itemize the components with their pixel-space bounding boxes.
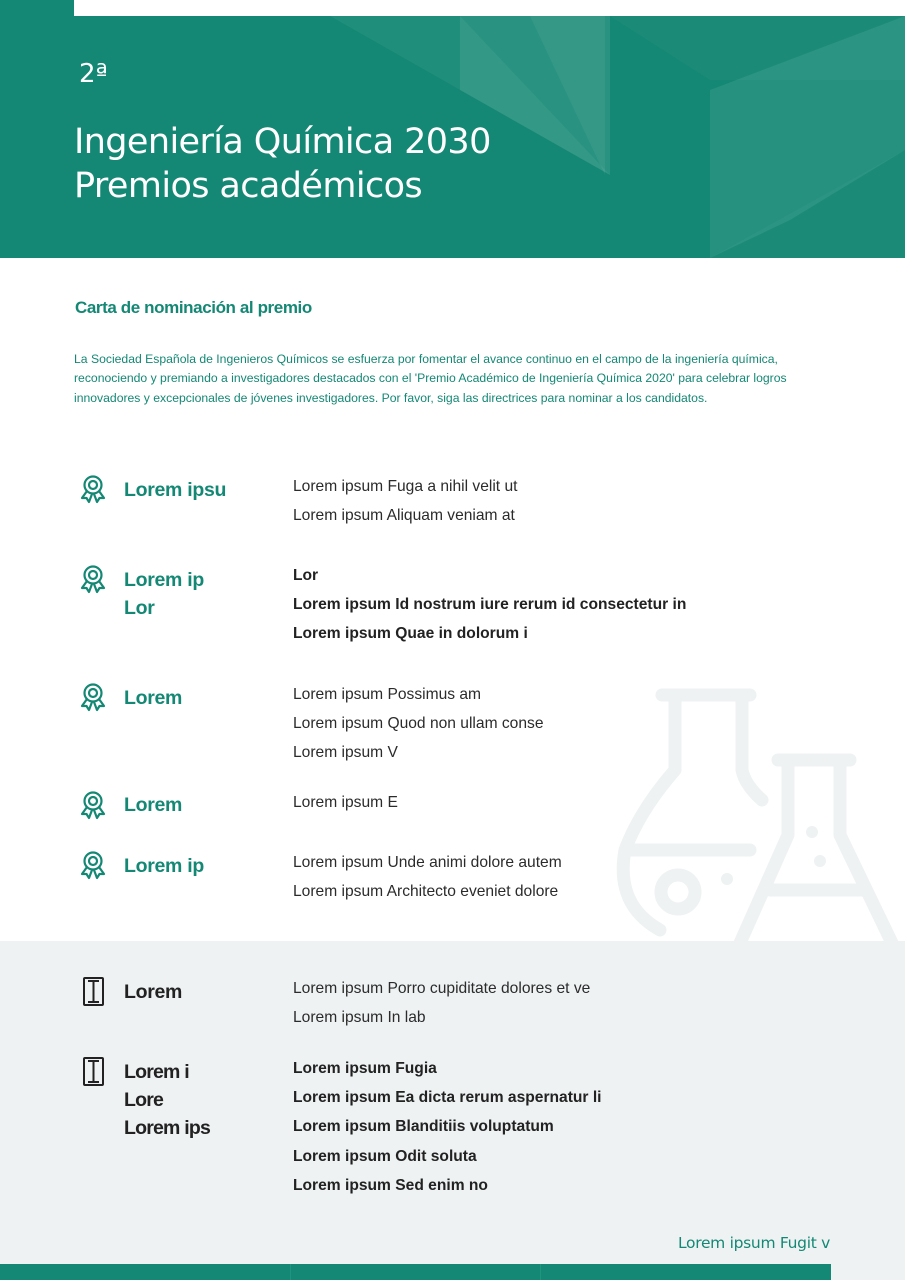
info-row-lines: Lorem ipsum Porro cupiditate dolores et ve Lorem ipsum In lab <box>293 980 591 1027</box>
award-ribbon-icon <box>78 564 108 594</box>
intro-paragraph: La Sociedad Española de Ingenieros Químicos se esfuerza por fomentar el avance continuo en el campo de la ingeniería química, reconociendo y premiando a investigadores destacados con el 'Premio Académico de Ingeniería Química 2020' para celebrar logros innovadores y excepcionales de jóvenes investigadores. Por favor, siga las directrices para nominar a los candidatos. <box>74 352 787 405</box>
header-top-strip <box>74 0 905 16</box>
footer-divider <box>540 1264 541 1280</box>
award-ribbon-icon <box>78 682 108 712</box>
award-row-lines: Lorem ipsum Unde animi dolore autem Lorem ipsum Architecto eveniet dolore <box>293 854 562 901</box>
award-row-lines: Lorem ipsum Possimus am Lorem ipsum Quod non ullam conse Lorem ipsum V <box>293 686 544 762</box>
award-row-label: Lorem <box>124 687 183 709</box>
award-ribbon-icon <box>78 790 108 820</box>
section-heading: Carta de nominación al premio <box>75 298 312 317</box>
footer-bar <box>0 1264 831 1280</box>
award-row-lines: Lor Lorem ipsum Id nostrum iure rerum id consectetur in Lorem ipsum Quae in dolorum i <box>293 567 687 643</box>
award-row-label: Lorem ip <box>124 855 204 877</box>
header-banner <box>0 0 905 258</box>
award-row-lines: Lorem ipsum Fuga a nihil velit ut Lorem ipsum Aliquam veniam at <box>293 478 518 525</box>
footer-divider <box>290 1264 291 1280</box>
document-frame-icon <box>80 1056 110 1086</box>
title-line-2: Premios académicos <box>74 166 423 206</box>
info-row-label: Lorem i Lore Lorem ips <box>124 1061 210 1139</box>
award-ribbon-icon <box>78 850 108 880</box>
info-row-lines: Lorem ipsum Fugia Lorem ipsum Ea dicta rerum aspernatur li Lorem ipsum Blanditiis voluptatum Lorem ipsum Odit soluta Lorem ipsum Sed enim no <box>293 1060 602 1194</box>
info-row-label: Lorem <box>124 981 183 1003</box>
title-line-1: Ingeniería Química 2030 <box>74 122 491 162</box>
edition-number: 2ª <box>79 59 108 89</box>
page-title <box>74 120 491 208</box>
footer-note: Lorem ipsum Fugit v <box>677 1234 830 1252</box>
award-row-lines: Lorem ipsum E <box>293 794 398 811</box>
document-frame-icon <box>80 976 110 1006</box>
award-row-label: Lorem <box>124 794 183 816</box>
award-row-label: Lorem ip Lor <box>124 569 204 619</box>
award-ribbon-icon <box>78 474 108 504</box>
award-row-label: Lorem ipsu <box>124 479 227 501</box>
